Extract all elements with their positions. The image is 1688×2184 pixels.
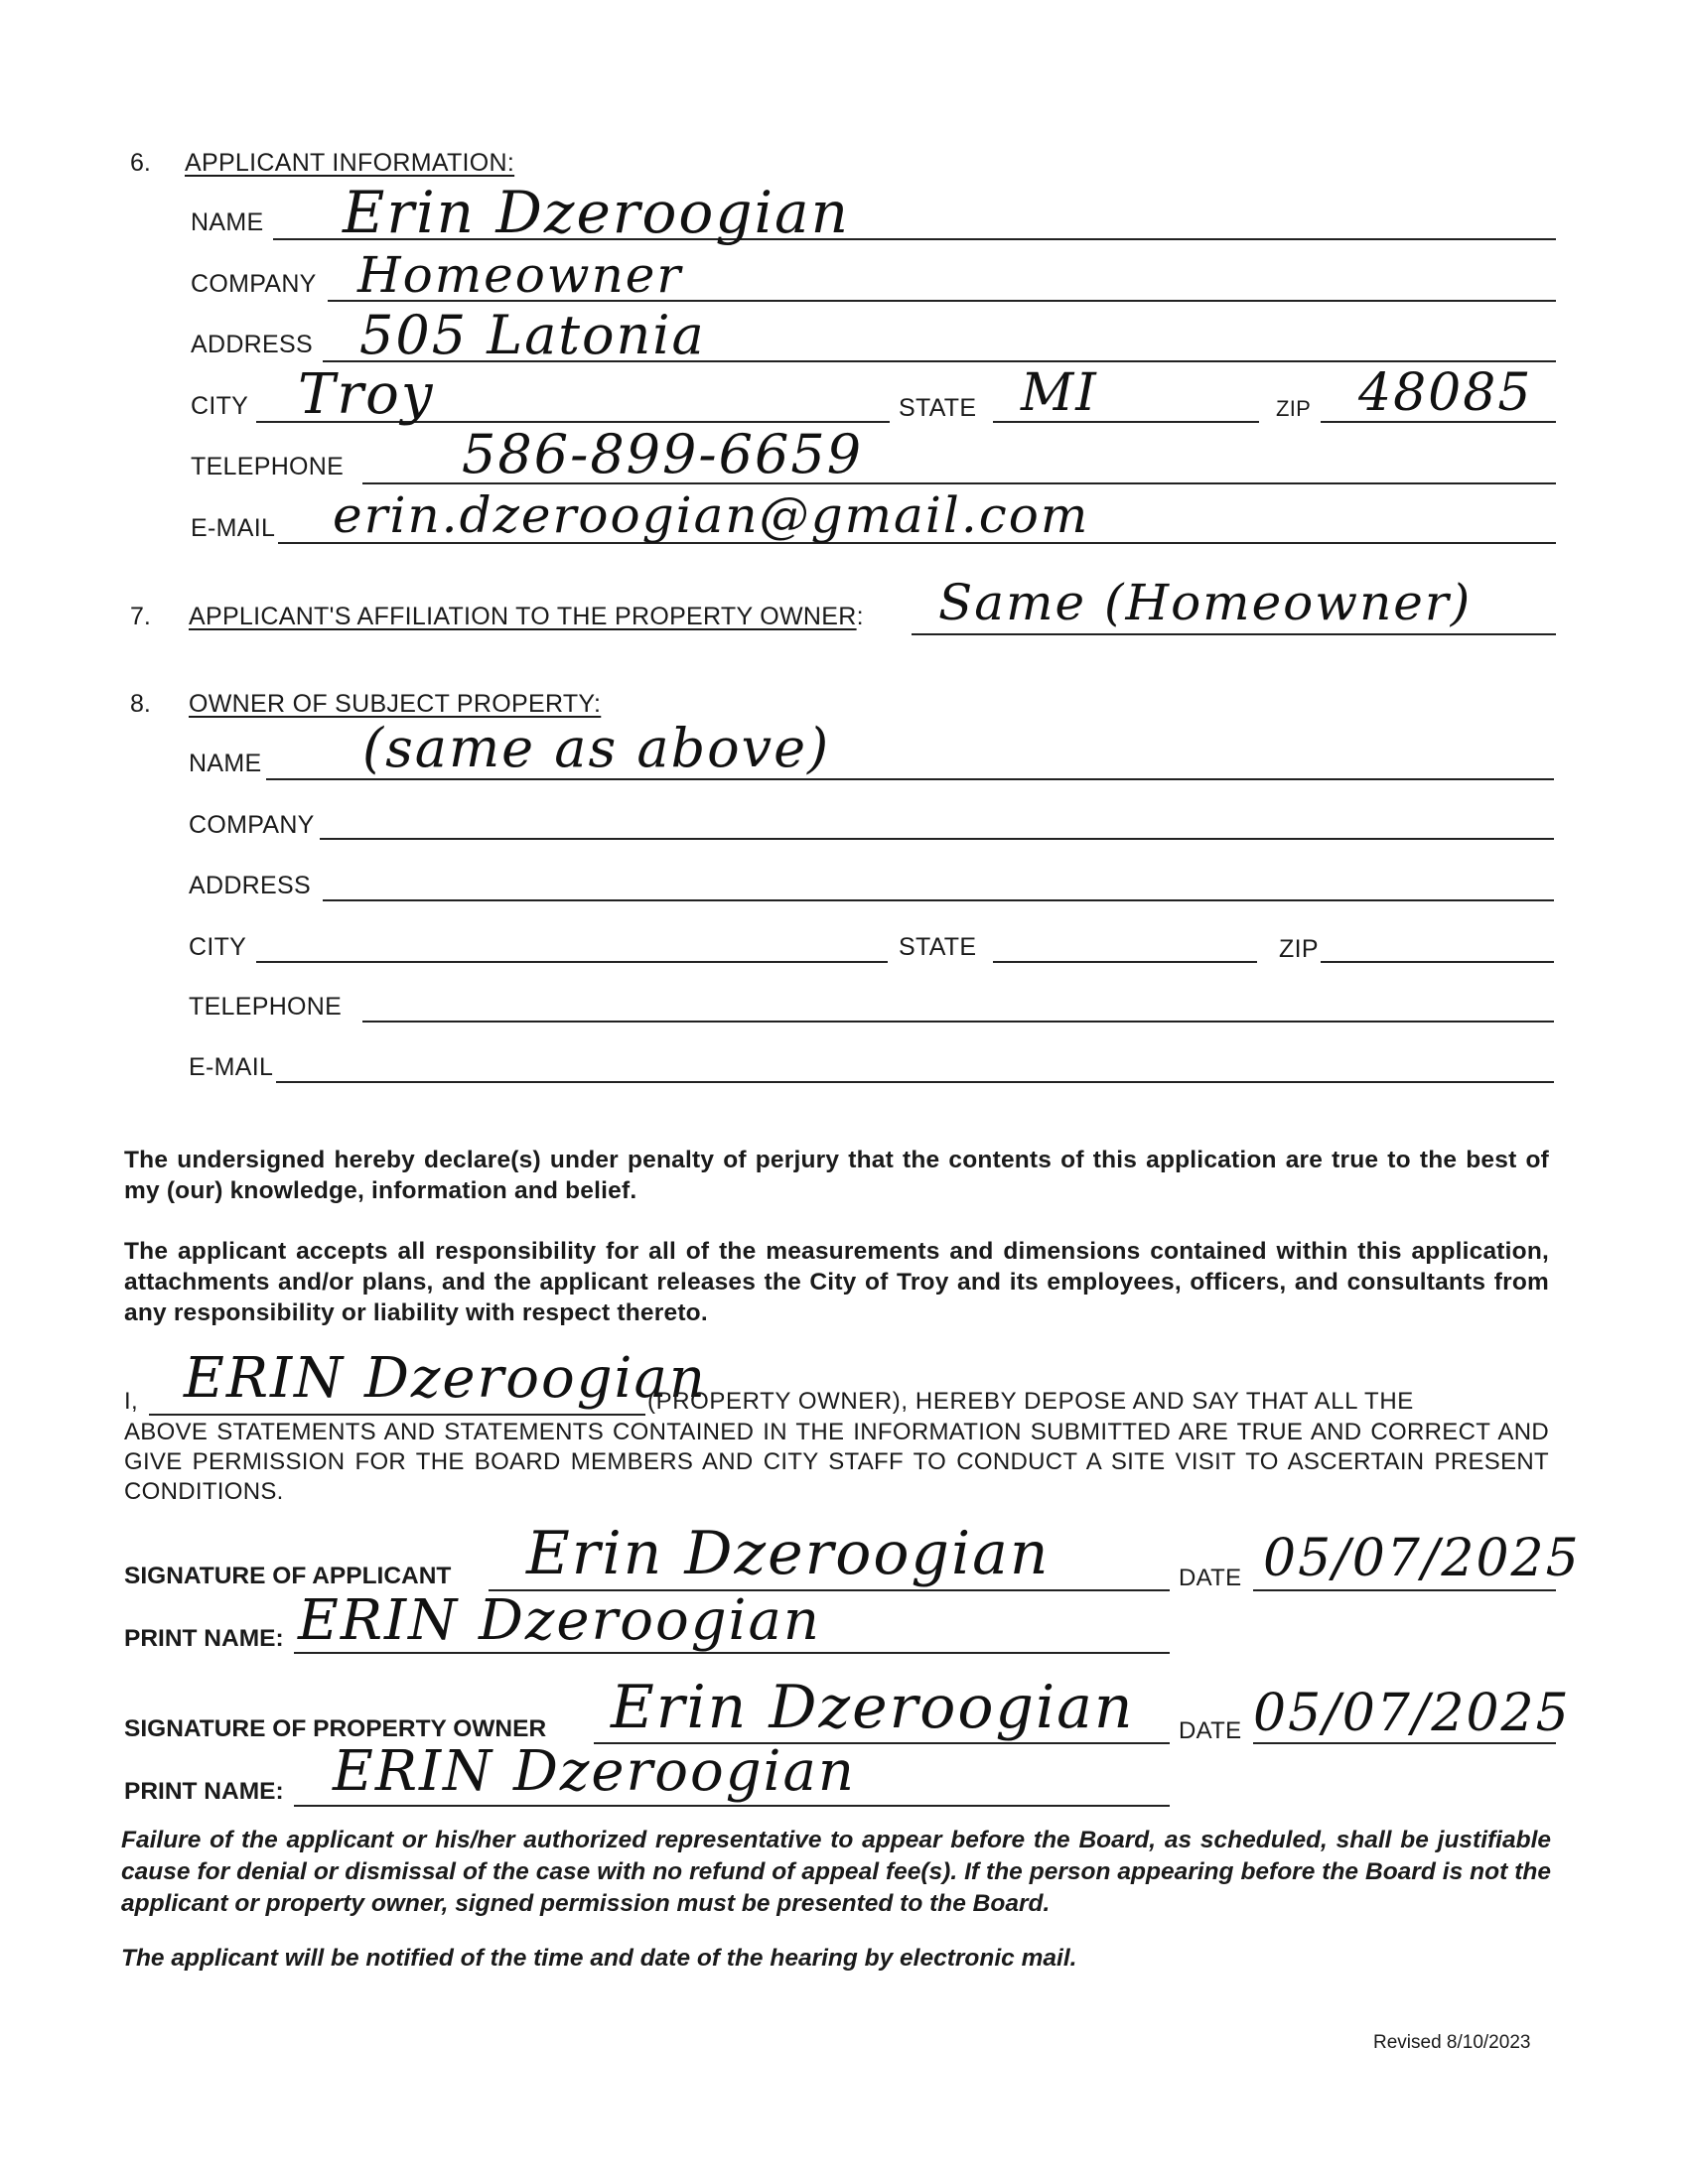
affiliation-value[interactable]: Same (Homeowner)	[938, 574, 1473, 631]
owner-telephone-line	[362, 1021, 1554, 1023]
owner-email-line	[276, 1081, 1554, 1083]
owner-email-label: E-MAIL	[189, 1053, 274, 1081]
owner-name-label: NAME	[189, 750, 262, 777]
applicant-city-label: CITY	[191, 392, 249, 420]
applicant-signature-label: SIGNATURE OF APPLICANT	[124, 1563, 452, 1589]
deposition-text-body: ABOVE STATEMENTS AND STATEMENTS CONTAINED IN THE INFORMATION SUBMITTED ARE TRUE AND CORRECT AND GIVE PERMISSION FOR THE BOARD MEMBERS AND CITY STAFF TO CONDUCT A SITE VISIT TO ASCERTAIN PRESENT CONDITIONS.	[124, 1419, 1549, 1505]
owner-company-label: COMPANY	[189, 811, 315, 839]
owner-signature-label: SIGNATURE OF PROPERTY OWNER	[124, 1715, 547, 1742]
owner-zip-label: ZIP	[1279, 935, 1319, 963]
owner-zip-line	[1321, 961, 1554, 963]
section-8-number: 8.	[130, 690, 151, 718]
owner-print-name-line	[294, 1805, 1170, 1807]
applicant-date-value[interactable]: 05/07/2025	[1263, 1529, 1581, 1588]
applicant-telephone-value[interactable]: 586-899-6659	[462, 423, 864, 485]
applicant-name-value[interactable]: Erin Dzeroogian	[343, 179, 850, 246]
section-7-colon: :	[856, 603, 864, 630]
applicant-signature[interactable]: Erin Dzeroogian	[526, 1519, 1051, 1588]
applicant-state-value[interactable]: MI	[1021, 363, 1098, 423]
section-8-heading: OWNER OF SUBJECT PROPERTY:	[189, 690, 602, 718]
deposition-name-value[interactable]: ERIN Dzeroogian	[184, 1346, 707, 1411]
deposition-prefix: I,	[124, 1388, 138, 1415]
deposition-text-line1: (PROPERTY OWNER), HEREBY DEPOSE AND SAY THAT ALL THE	[647, 1388, 1414, 1415]
owner-print-name-value[interactable]: ERIN Dzeroogian	[333, 1739, 856, 1804]
owner-print-name-label: PRINT NAME:	[124, 1778, 284, 1805]
owner-date-label: DATE	[1179, 1717, 1242, 1744]
applicant-address-label: ADDRESS	[191, 331, 313, 358]
applicant-zip-value[interactable]: 48085	[1358, 363, 1533, 423]
section-6-heading: APPLICANT INFORMATION:	[185, 149, 515, 177]
applicant-address-value[interactable]: 505 Latonia	[359, 304, 706, 366]
owner-telephone-label: TELEPHONE	[189, 993, 343, 1021]
owner-address-label: ADDRESS	[189, 872, 311, 899]
applicant-city-value[interactable]: Troy	[298, 362, 435, 427]
applicant-company-label: COMPANY	[191, 270, 317, 298]
owner-name-value[interactable]: (same as above)	[362, 717, 831, 779]
owner-city-line	[256, 961, 888, 963]
applicant-date-label: DATE	[1179, 1565, 1242, 1591]
section-6-number: 6.	[130, 149, 151, 177]
owner-signature[interactable]: Erin Dzeroogian	[611, 1673, 1135, 1742]
section-7-heading: APPLICANT'S AFFILIATION TO THE PROPERTY OWNER	[189, 603, 857, 630]
owner-city-label: CITY	[189, 933, 247, 961]
owner-state-label: STATE	[899, 933, 977, 961]
declaration-penalty: The undersigned hereby declare(s) under penalty of perjury that the contents of this application are true to the best of my (our) knowledge, information and belief.	[124, 1147, 1549, 1204]
applicant-name-label: NAME	[191, 208, 264, 236]
applicant-email-value[interactable]: erin.dzeroogian@gmail.com	[333, 486, 1090, 544]
declaration-responsibility: The applicant accepts all responsibility for all of the measurements and dimensions contained within this application, attachments and/or plans, and the applicant releases the City of Troy and its employees, officers, and consultants from any responsibility or liability with respect thereto.	[124, 1238, 1549, 1326]
owner-company-line	[320, 838, 1554, 840]
section-7-number: 7.	[130, 603, 151, 630]
owner-date-value[interactable]: 05/07/2025	[1253, 1684, 1571, 1743]
failure-notice: Failure of the applicant or his/her authorized representative to appear before the Board, as scheduled, shall be justifiable cause for denial or dismissal of the case with no refund of appeal fee(s). If the person appearing before the Board is not the applicant or property owner, signed permission must be presented to the Board.	[121, 1827, 1551, 1917]
applicant-zip-label: ZIP	[1276, 396, 1312, 421]
applicant-print-name-value[interactable]: ERIN Dzeroogian	[298, 1588, 821, 1653]
affiliation-line	[912, 633, 1556, 635]
applicant-telephone-label: TELEPHONE	[191, 453, 345, 480]
applicant-state-label: STATE	[899, 394, 977, 422]
applicant-company-value[interactable]: Homeowner	[357, 246, 683, 304]
deposition-name-line	[149, 1414, 645, 1416]
applicant-print-name-label: PRINT NAME:	[124, 1625, 284, 1652]
owner-address-line	[323, 899, 1554, 901]
applicant-date-line	[1253, 1589, 1556, 1591]
hearing-notice: The applicant will be notified of the time and date of the hearing by electronic mail.	[121, 1945, 1077, 1972]
applicant-email-label: E-MAIL	[191, 514, 276, 542]
revised-date: Revised 8/10/2023	[1373, 2032, 1531, 2053]
owner-state-line	[993, 961, 1257, 963]
